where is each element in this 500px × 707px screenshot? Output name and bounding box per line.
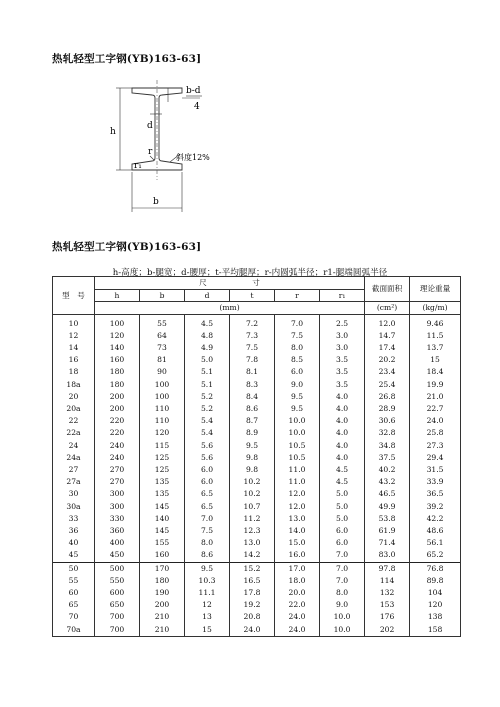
header-unit-mm: (mm) — [95, 302, 365, 315]
i-beam-diagram — [110, 76, 230, 218]
cell-r1: 4.0 — [320, 440, 365, 452]
cell-d: 6.5 — [185, 501, 230, 513]
cell-r: 10.0 — [275, 427, 320, 439]
cell-model: 27 — [53, 464, 95, 476]
cell-t: 8.9 — [230, 427, 275, 439]
cell-b: 155 — [140, 537, 185, 549]
cell-t: 8.1 — [230, 366, 275, 378]
cell-area: 202 — [365, 624, 410, 637]
cell-t: 19.2 — [230, 599, 275, 611]
cell-model: 14 — [53, 342, 95, 354]
cell-b: 210 — [140, 611, 185, 623]
cell-r: 8.5 — [275, 354, 320, 366]
cell-model: 33 — [53, 513, 95, 525]
cell-weight: 39.2 — [410, 501, 461, 513]
cell-d: 12 — [185, 599, 230, 611]
cell-d: 5.1 — [185, 366, 230, 378]
cell-model: 50 — [53, 562, 95, 575]
cell-b: 110 — [140, 403, 185, 415]
header-r1: r₁ — [320, 289, 365, 302]
dim-label-d: d — [147, 121, 153, 131]
cell-r: 7.0 — [275, 318, 320, 330]
cell-h: 400 — [95, 537, 140, 549]
table-row — [53, 464, 461, 476]
cell-r: 11.0 — [275, 464, 320, 476]
table-row — [53, 415, 461, 427]
cell-r: 18.0 — [275, 575, 320, 587]
cell-b: 115 — [140, 440, 185, 452]
cell-r1: 7.0 — [320, 562, 365, 575]
table-row — [53, 452, 461, 464]
table-row — [53, 562, 461, 575]
cell-b: 170 — [140, 562, 185, 575]
cell-weight: 15 — [410, 354, 461, 366]
cell-h: 270 — [95, 476, 140, 488]
cell-d: 6.5 — [185, 488, 230, 500]
cell-t: 17.8 — [230, 587, 275, 599]
cell-t: 7.2 — [230, 318, 275, 330]
cell-r1: 7.0 — [320, 549, 365, 562]
cell-b: 145 — [140, 501, 185, 513]
cell-t: 20.8 — [230, 611, 275, 623]
cell-weight: 22.7 — [410, 403, 461, 415]
cell-d: 4.9 — [185, 342, 230, 354]
header-h: h — [95, 289, 140, 302]
cell-d: 5.6 — [185, 452, 230, 464]
cell-weight: 18.4 — [410, 366, 461, 378]
cell-h: 330 — [95, 513, 140, 525]
cell-d: 5.0 — [185, 354, 230, 366]
cell-r1: 10.0 — [320, 611, 365, 623]
cell-t: 14.2 — [230, 549, 275, 562]
header-dimensions: 尺 寸 — [95, 277, 365, 290]
section-title-top: 热轧轻型工字钢(YB)163-63] — [52, 53, 202, 65]
cell-h: 300 — [95, 488, 140, 500]
cell-r: 12.0 — [275, 501, 320, 513]
cell-r: 13.0 — [275, 513, 320, 525]
cell-h: 220 — [95, 427, 140, 439]
cell-h: 700 — [95, 624, 140, 637]
cell-t: 10.7 — [230, 501, 275, 513]
cell-b: 210 — [140, 624, 185, 637]
cell-h: 180 — [95, 379, 140, 391]
cell-r: 10.0 — [275, 415, 320, 427]
cell-r: 15.0 — [275, 537, 320, 549]
cell-h: 200 — [95, 391, 140, 403]
cell-area: 114 — [365, 575, 410, 587]
cell-model: 36 — [53, 525, 95, 537]
cell-r: 22.0 — [275, 599, 320, 611]
dim-label-h: h — [110, 127, 116, 137]
table-row — [53, 391, 461, 403]
cell-b: 125 — [140, 464, 185, 476]
cell-r1: 4.5 — [320, 464, 365, 476]
cell-b: 200 — [140, 599, 185, 611]
cell-b: 73 — [140, 342, 185, 354]
cell-r1: 6.0 — [320, 537, 365, 549]
dim-label-r1: r₁ — [134, 161, 142, 171]
cell-h: 240 — [95, 440, 140, 452]
table-caption: h-高度；b-腿宽；d-腰厚；t-平均腿厚；r-内圆弧半径；r1-腿端圆弧半径 — [112, 268, 388, 278]
section-title-table: 热轧轻型工字钢(YB)163-63] — [52, 241, 202, 253]
cell-weight: 56.1 — [410, 537, 461, 549]
cell-r1: 5.0 — [320, 488, 365, 500]
cell-t: 15.2 — [230, 562, 275, 575]
cell-area: 53.8 — [365, 513, 410, 525]
cell-t: 10.2 — [230, 476, 275, 488]
dim-label-4: 4 — [194, 102, 200, 112]
cell-r1: 10.0 — [320, 624, 365, 637]
cell-t: 13.0 — [230, 537, 275, 549]
cell-b: 160 — [140, 549, 185, 562]
cell-t: 8.4 — [230, 391, 275, 403]
cell-weight: 9.46 — [410, 318, 461, 330]
cell-b: 55 — [140, 318, 185, 330]
cell-t: 12.3 — [230, 525, 275, 537]
cell-model: 16 — [53, 354, 95, 366]
cell-t: 24.0 — [230, 624, 275, 637]
cell-r1: 4.0 — [320, 427, 365, 439]
cell-d: 4.5 — [185, 318, 230, 330]
cell-r1: 4.0 — [320, 403, 365, 415]
cell-d: 8.6 — [185, 549, 230, 562]
cell-model: 24a — [53, 452, 95, 464]
cell-r: 8.0 — [275, 342, 320, 354]
cell-b: 64 — [140, 330, 185, 342]
cell-b: 110 — [140, 415, 185, 427]
cell-model: 27a — [53, 476, 95, 488]
cell-model: 65 — [53, 599, 95, 611]
cell-r: 24.0 — [275, 624, 320, 637]
cell-b: 190 — [140, 587, 185, 599]
table-row — [53, 575, 461, 587]
cell-r1: 9.0 — [320, 599, 365, 611]
table-row — [53, 488, 461, 500]
cell-model: 55 — [53, 575, 95, 587]
cell-r1: 3.0 — [320, 342, 365, 354]
cell-d: 5.4 — [185, 415, 230, 427]
cell-r: 9.0 — [275, 379, 320, 391]
table-row — [53, 403, 461, 415]
cell-model: 18a — [53, 379, 95, 391]
cell-area: 132 — [365, 587, 410, 599]
cell-r1: 5.0 — [320, 501, 365, 513]
cell-t: 8.3 — [230, 379, 275, 391]
table-row — [53, 599, 461, 611]
cell-weight: 158 — [410, 624, 461, 637]
cell-t: 16.5 — [230, 575, 275, 587]
cell-model: 20 — [53, 391, 95, 403]
cell-weight: 25.8 — [410, 427, 461, 439]
header-model: 型 号 — [53, 277, 95, 315]
cell-r: 6.0 — [275, 366, 320, 378]
cell-weight: 13.7 — [410, 342, 461, 354]
cell-b: 90 — [140, 366, 185, 378]
table-row — [53, 476, 461, 488]
cell-r: 24.0 — [275, 611, 320, 623]
cell-t: 10.2 — [230, 488, 275, 500]
cell-area: 37.5 — [365, 452, 410, 464]
cell-h: 300 — [95, 501, 140, 513]
header-unit-kgm: (kg/m) — [410, 302, 461, 315]
cell-r1: 7.0 — [320, 575, 365, 587]
table-row — [53, 379, 461, 391]
cell-weight: 104 — [410, 587, 461, 599]
cell-b: 145 — [140, 525, 185, 537]
steel-spec-table — [52, 276, 461, 637]
cell-area: 14.7 — [365, 330, 410, 342]
cell-weight: 89.8 — [410, 575, 461, 587]
header-weight: 理论重量 — [410, 277, 461, 302]
cell-area: 176 — [365, 611, 410, 623]
cell-d: 11.1 — [185, 587, 230, 599]
cell-h: 450 — [95, 549, 140, 562]
cell-r: 10.5 — [275, 440, 320, 452]
cell-h: 650 — [95, 599, 140, 611]
cell-h: 600 — [95, 587, 140, 599]
table-row — [53, 366, 461, 378]
cell-h: 160 — [95, 354, 140, 366]
cell-weight: 120 — [410, 599, 461, 611]
table-row — [53, 501, 461, 513]
cell-model: 20a — [53, 403, 95, 415]
cell-r1: 3.5 — [320, 366, 365, 378]
cell-d: 7.0 — [185, 513, 230, 525]
cell-h: 240 — [95, 452, 140, 464]
cell-d: 6.0 — [185, 464, 230, 476]
cell-r1: 3.5 — [320, 354, 365, 366]
cell-h: 100 — [95, 318, 140, 330]
cell-model: 30a — [53, 501, 95, 513]
cell-area: 46.5 — [365, 488, 410, 500]
cell-model: 70 — [53, 611, 95, 623]
cell-b: 100 — [140, 391, 185, 403]
table-row — [53, 587, 461, 599]
cell-model: 12 — [53, 330, 95, 342]
cell-d: 8.0 — [185, 537, 230, 549]
table-row — [53, 440, 461, 452]
cell-weight: 36.5 — [410, 488, 461, 500]
cell-h: 220 — [95, 415, 140, 427]
cell-model: 45 — [53, 549, 95, 562]
table-row — [53, 525, 461, 537]
cell-r1: 4.0 — [320, 452, 365, 464]
header-t: t — [230, 289, 275, 302]
cell-weight: 21.0 — [410, 391, 461, 403]
cell-d: 6.0 — [185, 476, 230, 488]
cell-r: 20.0 — [275, 587, 320, 599]
cell-area: 153 — [365, 599, 410, 611]
cell-r: 16.0 — [275, 549, 320, 562]
cell-b: 140 — [140, 513, 185, 525]
cell-b: 125 — [140, 452, 185, 464]
cell-h: 500 — [95, 562, 140, 575]
cell-d: 5.4 — [185, 427, 230, 439]
cell-area: 28.9 — [365, 403, 410, 415]
cell-area: 30.6 — [365, 415, 410, 427]
cell-weight: 76.8 — [410, 562, 461, 575]
cell-r1: 4.0 — [320, 415, 365, 427]
cell-model: 70a — [53, 624, 95, 637]
cell-b: 100 — [140, 379, 185, 391]
cell-weight: 29.4 — [410, 452, 461, 464]
cell-t: 8.7 — [230, 415, 275, 427]
cell-d: 15 — [185, 624, 230, 637]
cell-b: 81 — [140, 354, 185, 366]
cell-d: 10.3 — [185, 575, 230, 587]
cell-d: 5.2 — [185, 391, 230, 403]
table-row — [53, 624, 461, 637]
cell-area: 40.2 — [365, 464, 410, 476]
cell-h: 120 — [95, 330, 140, 342]
cell-d: 13 — [185, 611, 230, 623]
cell-d: 5.6 — [185, 440, 230, 452]
cell-weight: 19.9 — [410, 379, 461, 391]
cell-weight: 138 — [410, 611, 461, 623]
cell-area: 97.8 — [365, 562, 410, 575]
header-area: 截面面积 — [365, 277, 410, 302]
cell-weight: 27.3 — [410, 440, 461, 452]
cell-model: 22 — [53, 415, 95, 427]
cell-area: 71.4 — [365, 537, 410, 549]
cell-t: 9.8 — [230, 464, 275, 476]
cell-d: 7.5 — [185, 525, 230, 537]
cell-area: 43.2 — [365, 476, 410, 488]
cell-d: 5.2 — [185, 403, 230, 415]
cell-r: 17.0 — [275, 562, 320, 575]
cell-r: 7.5 — [275, 330, 320, 342]
header-r: r — [275, 289, 320, 302]
cell-area: 20.2 — [365, 354, 410, 366]
cell-r: 12.0 — [275, 488, 320, 500]
cell-model: 18 — [53, 366, 95, 378]
cell-h: 140 — [95, 342, 140, 354]
table-row — [53, 513, 461, 525]
cell-area: 12.0 — [365, 318, 410, 330]
cell-r1: 6.0 — [320, 525, 365, 537]
cell-area: 23.4 — [365, 366, 410, 378]
cell-r1: 3.0 — [320, 330, 365, 342]
cell-t: 7.5 — [230, 342, 275, 354]
cell-b: 135 — [140, 488, 185, 500]
cell-h: 270 — [95, 464, 140, 476]
cell-t: 9.8 — [230, 452, 275, 464]
cell-t: 7.3 — [230, 330, 275, 342]
cell-weight: 11.5 — [410, 330, 461, 342]
table-row — [53, 549, 461, 562]
cell-h: 200 — [95, 403, 140, 415]
dim-label-b: b — [153, 197, 159, 207]
cell-r1: 2.5 — [320, 318, 365, 330]
cell-model: 24 — [53, 440, 95, 452]
dim-label-r: r — [148, 147, 153, 157]
cell-r1: 4.0 — [320, 391, 365, 403]
cell-r: 9.5 — [275, 391, 320, 403]
table-body — [53, 314, 461, 636]
cell-r1: 8.0 — [320, 587, 365, 599]
cell-t: 9.5 — [230, 440, 275, 452]
cell-weight: 48.6 — [410, 525, 461, 537]
cell-area: 32.8 — [365, 427, 410, 439]
cell-area: 26.8 — [365, 391, 410, 403]
cell-r1: 5.0 — [320, 513, 365, 525]
cell-area: 17.4 — [365, 342, 410, 354]
cell-area: 61.9 — [365, 525, 410, 537]
cell-b: 120 — [140, 427, 185, 439]
table-row — [53, 354, 461, 366]
cell-r: 11.0 — [275, 476, 320, 488]
cell-r1: 3.5 — [320, 379, 365, 391]
cell-weight: 33.9 — [410, 476, 461, 488]
cell-r: 9.5 — [275, 403, 320, 415]
dim-label-b-d: b-d — [186, 86, 201, 96]
cell-weight: 42.2 — [410, 513, 461, 525]
cell-b: 135 — [140, 476, 185, 488]
cell-h: 550 — [95, 575, 140, 587]
table-row — [53, 537, 461, 549]
cell-area: 83.0 — [365, 549, 410, 562]
cell-weight: 24.0 — [410, 415, 461, 427]
cell-model: 60 — [53, 587, 95, 599]
table-row — [53, 611, 461, 623]
cell-area: 49.9 — [365, 501, 410, 513]
cell-d: 9.5 — [185, 562, 230, 575]
cell-d: 4.8 — [185, 330, 230, 342]
cell-area: 34.8 — [365, 440, 410, 452]
cell-model: 22a — [53, 427, 95, 439]
table-row — [53, 330, 461, 342]
cell-b: 180 — [140, 575, 185, 587]
cell-h: 360 — [95, 525, 140, 537]
cell-t: 7.8 — [230, 354, 275, 366]
header-d: d — [185, 289, 230, 302]
header-unit-cm2: (cm²) — [365, 302, 410, 315]
cell-r: 14.0 — [275, 525, 320, 537]
cell-t: 11.2 — [230, 513, 275, 525]
cell-model: 10 — [53, 318, 95, 330]
cell-r: 10.5 — [275, 452, 320, 464]
cell-model: 30 — [53, 488, 95, 500]
cell-model: 40 — [53, 537, 95, 549]
table-row — [53, 427, 461, 439]
cell-d: 5.1 — [185, 379, 230, 391]
cell-r1: 4.5 — [320, 476, 365, 488]
cell-h: 180 — [95, 366, 140, 378]
cell-t: 8.6 — [230, 403, 275, 415]
table-row — [53, 342, 461, 354]
cell-weight: 31.5 — [410, 464, 461, 476]
header-b: b — [140, 289, 185, 302]
table-row — [53, 318, 461, 330]
cell-area: 25.4 — [365, 379, 410, 391]
cell-h: 700 — [95, 611, 140, 623]
dim-label-slope: 斜度12% — [176, 153, 210, 162]
cell-weight: 65.2 — [410, 549, 461, 562]
